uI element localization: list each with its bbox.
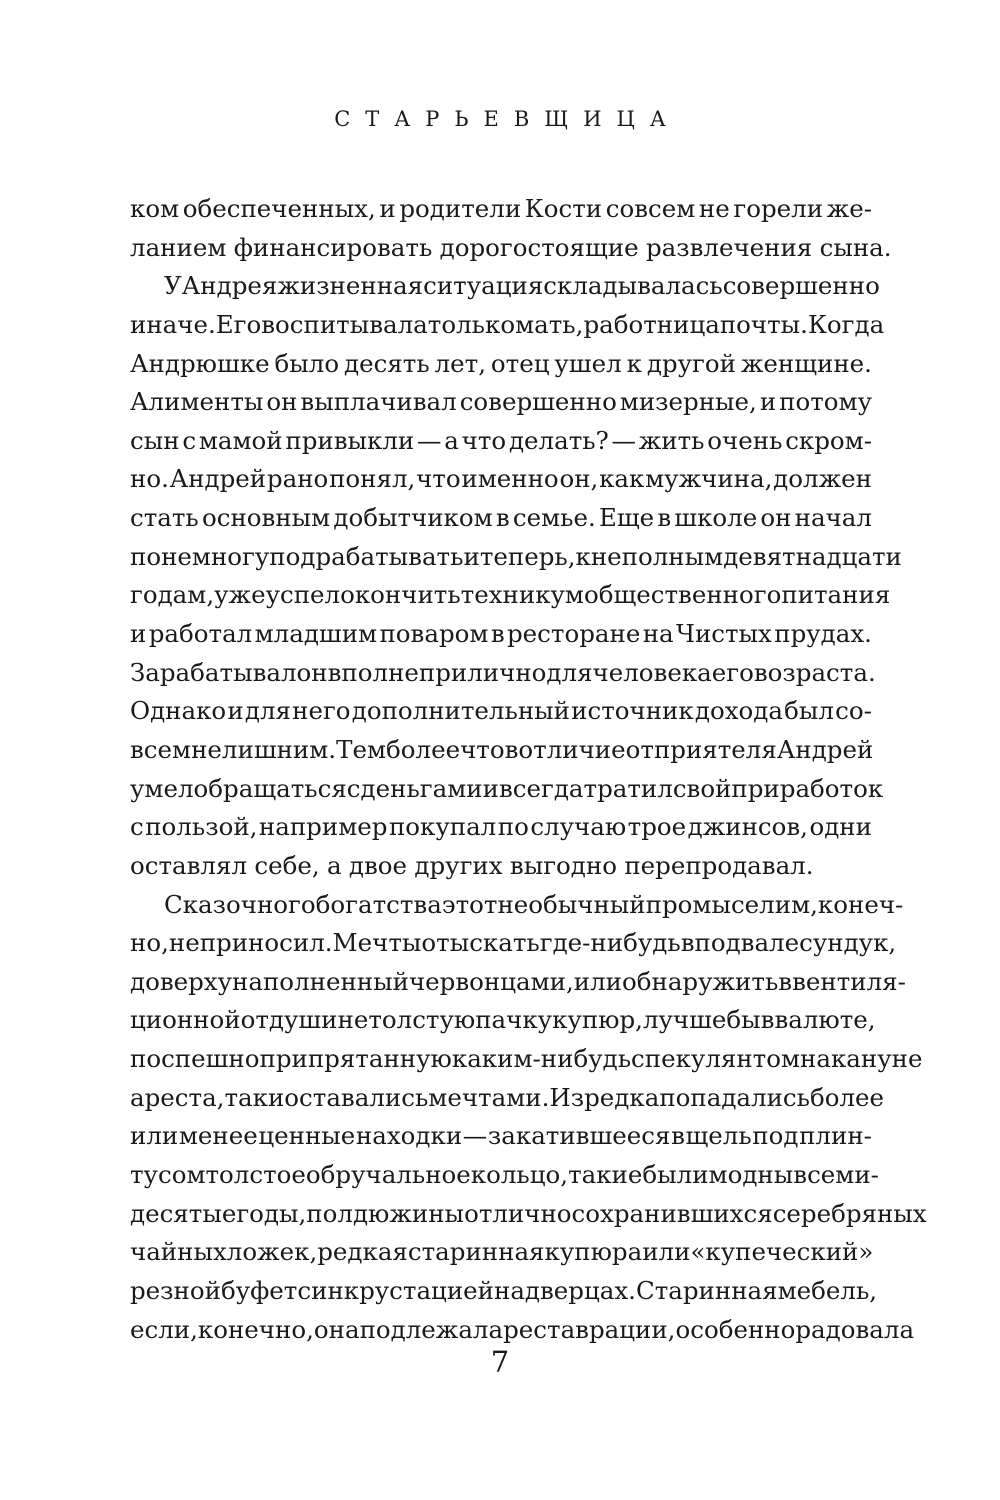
text-line: ареста, так и оставались мечтами. Изредка попадались более [130, 1082, 885, 1112]
text-line: если, конечно, она подлежала реставрации, особенно радовала [130, 1314, 915, 1344]
text-line: ционной отдушине толстую пачку купюр, лучше бы в валюте, [130, 1005, 876, 1035]
text-line: иначе. Его воспитывала только мать, работница почты. Когда [130, 309, 885, 339]
text-line: годам, уже успел окончить техникум общественного питания [130, 580, 891, 610]
text-line: резной буфет с инкрустацией на дверцах. Старинная мебель, [130, 1275, 878, 1305]
text-line: ком обеспеченных, и родители Кости совсем не горели же- [130, 194, 872, 223]
text-line: стать основным добытчиком в семье. Еще в школе он начал [130, 503, 872, 533]
text-line: с пользой, например покупал по случаю трое джинсов, одни [130, 812, 872, 842]
text-line: сын с мамой привыкли — а что делать? — жить очень скром- [130, 425, 872, 455]
text-line: десятые годы, полдюжины отлично сохранившихся серебряных [130, 1198, 927, 1228]
text-line: Алименты он выплачивал совершенно мизерные, и потому [130, 387, 872, 417]
page-number: 7 [490, 1345, 510, 1379]
text-line: поспешно припрятанную каким-нибудь спекулянтом накануне [130, 1044, 923, 1074]
running-header: СТАРЬЕВЩИЦА [334, 107, 681, 131]
text-line: Сказочного богатства этот необычный промысел им, конеч- [164, 889, 904, 919]
text-line: или менее ценные находки — закатившееся в щель под плин- [130, 1121, 872, 1151]
text-line: но. Андрей рано понял, что именно он, как мужчина, должен [130, 464, 872, 494]
text-line: умел обращаться с деньгами и всегда тратил свой приработок [130, 773, 884, 803]
body-text [130, 190, 927, 1349]
text-line: всем не лишним. Тем более что в отличие от приятеля Андрей [130, 734, 874, 764]
text-line: ланием финансировать дорогостоящие развлечения сына. [130, 232, 892, 262]
text-line: У Андрея жизненная ситуация складывалась совершенно [164, 271, 880, 301]
text-line: Андрюшке было десять лет, отец ушел к другой женщине. [130, 348, 872, 378]
text-line: и работал младшим поваром в ресторане на Чистых прудах. [130, 619, 872, 649]
text-line: понемногу подрабатывать и теперь, к неполным девятнадцати [130, 541, 902, 571]
text-line: доверху наполненный червонцами, или обнаружить в вентиля- [130, 966, 906, 996]
text-line: оставлял себе, а двое других выгодно перепродавал. [130, 850, 814, 880]
text-line: но, не приносил. Мечты отыскать где-нибудь в подвале сундук, [130, 928, 897, 958]
text-line: чайных ложек, редкая старинная купюра или «купеческий» [130, 1237, 874, 1267]
text-line: Зарабатывал он вполне прилично для человека его возраста. [130, 657, 876, 687]
text-line: тусом толстое обручальное кольцо, такие были модны в семи- [130, 1160, 879, 1190]
text-line: Однако и для него дополнительный источник дохода был со- [130, 696, 872, 726]
